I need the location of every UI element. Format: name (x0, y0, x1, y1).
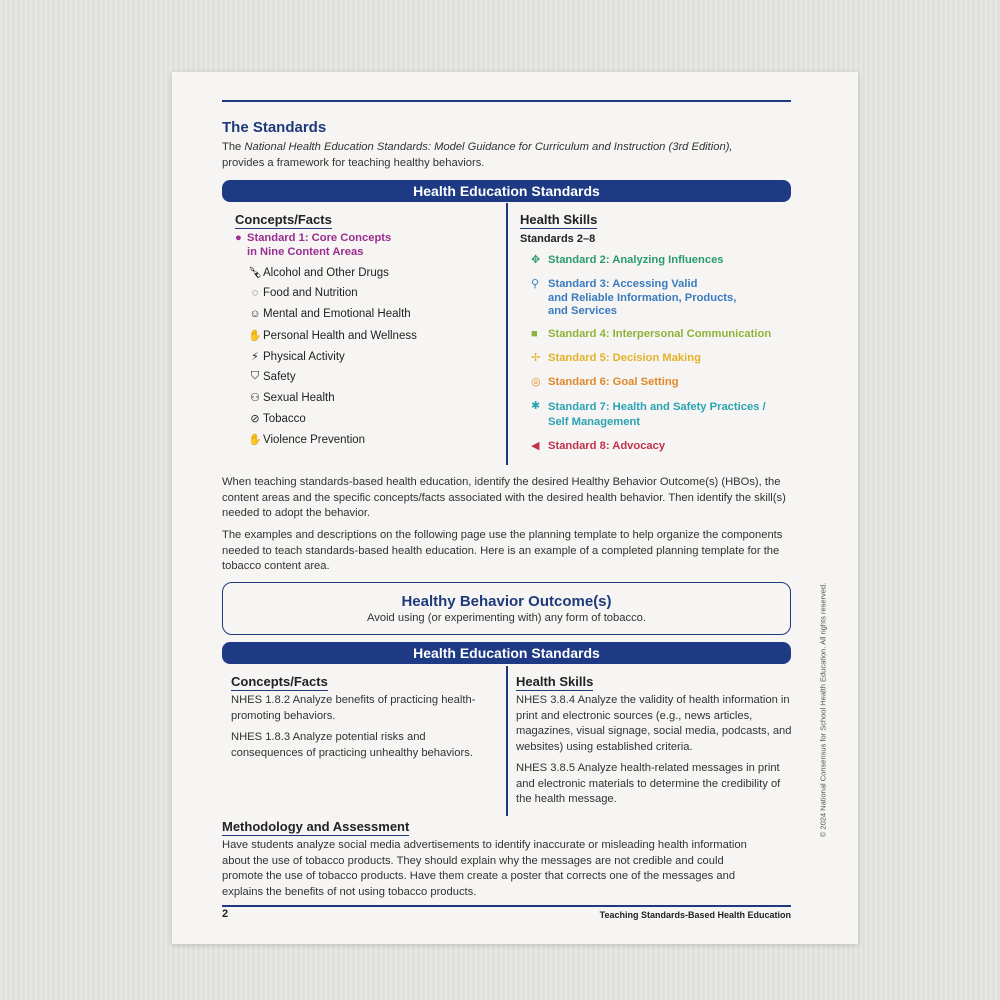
standard-3: ⚲ Standard 3: Accessing Valid and Reliable Information, Products, and Services (531, 278, 737, 317)
content-area-item: ✋ Violence Prevention (248, 433, 366, 446)
standard-1: ● Standard 1: Core Concepts in Nine Content Areas (235, 232, 392, 258)
apple-icon: ◌ (251, 287, 259, 299)
hbo-text: Avoid using (or experimenting with) any form of tobacco. (367, 612, 646, 624)
megaphone-icon: ◀ (531, 440, 540, 452)
column-divider (506, 203, 508, 465)
footer-title: Teaching Standards-Based Health Education (599, 910, 791, 920)
no-smoking-icon: ⊘ (250, 413, 260, 425)
methodology-heading: Methodology and Assessment (222, 819, 410, 834)
runner-icon: ⚡ (251, 351, 259, 363)
content-area-item: ⚇ Sexual Health (247, 391, 335, 404)
standard-2: ✥ Standard 2: Analyzing Influences (531, 254, 724, 266)
hbo-box (222, 582, 791, 635)
copyright-notice: © 2024 National Consensus for School Health Education. All rights reserved. (818, 582, 828, 838)
standards-banner-2: Health Education Standards (222, 642, 791, 664)
content-area-item: 🍾︎ Alcohol and Other Drugs (248, 266, 389, 279)
body-paragraph: When teaching standards-based health education, identify the desired Healthy Behavior Outcome(s) (HBOs), the content areas and the specific concepts/facts associated with the desired health behavior. Then identify the skill(s) needed to adopt the behavior. (222, 476, 786, 519)
page-number: 2 (222, 908, 229, 920)
hbo-title: Healthy Behavior Outcome(s) (401, 593, 612, 610)
concepts-heading: Concepts/Facts (235, 212, 332, 227)
standard-5: ✢ Standard 5: Decision Making (531, 352, 701, 364)
nhes-skill: NHES 3.8.5 Analyze health-related messages in print and electronic materials to determine the credibility of the health message. (516, 762, 781, 805)
standard-8: ◀ Standard 8: Advocacy (531, 440, 666, 452)
content-area-item: ⊘ Tobacco (247, 412, 306, 425)
bottom-rule (222, 905, 791, 907)
stop-hand-icon: ✋ (248, 434, 262, 446)
signpost-icon: ✢ (531, 352, 541, 364)
document-page (172, 72, 858, 944)
shield-icon: ⛉ (250, 370, 260, 382)
handwash-icon: ✋ (248, 330, 262, 342)
content-area-item: ◌ Food and Nutrition (247, 287, 358, 299)
methodology-text: Have students analyze social media advertisements to identify inaccurate or misleading health information about the use of tobacco products. They should explain why the messages are not credible and could promote the use of tobacco products. Have them create a poster that corrects one of the messages and explains the benefits of not using tobacco products. (222, 839, 747, 898)
content-area-item: ⚡ Physical Activity (247, 350, 345, 363)
person-icon: ✱ (531, 400, 541, 412)
standard-4: ■ Standard 4: Interpersonal Communication (531, 328, 772, 340)
column-divider-2 (506, 666, 508, 816)
standards-banner: Health Education Standards (222, 180, 791, 202)
magnifier-icon: ⚲ (531, 278, 540, 290)
chat-icon: ■ (531, 328, 538, 340)
nhes-concept: NHES 1.8.3 Analyze potential risks and consequences of practicing unhealthy behaviors. (231, 731, 473, 759)
body-paragraph: The examples and descriptions on the following page use the planning template to help organize the components needed to teach standards-based health education. Here is an example of a completed planning template for the tobacco content area. (222, 529, 783, 572)
skills-subheading: Standards 2–8 (520, 233, 596, 245)
lightbulb-icon: ● (235, 232, 242, 244)
example-concepts-heading: Concepts/Facts (231, 674, 328, 689)
top-rule (222, 100, 791, 102)
people-icon: ⚇ (250, 392, 260, 404)
content-area-item: ☺ Mental and Emotional Health (247, 308, 411, 320)
intro-paragraph: The National Health Education Standards: Model Guidance for Curriculum and Instruction (3rd Edition), provides a framework for teaching healthy behaviors. (222, 141, 733, 169)
head-icon: ☺ (249, 308, 261, 320)
bottle-icon: 🍾︎ (248, 267, 262, 279)
nhes-concept: NHES 1.8.2 Analyze benefits of practicing health-promoting behaviors. (231, 694, 476, 722)
skills-heading: Health Skills (520, 212, 598, 227)
target-icon: ◎ (531, 376, 541, 388)
content-area-item: ✋ Personal Health and Wellness (248, 329, 417, 342)
example-skills-heading: Health Skills (516, 674, 594, 689)
arrows-icon: ✥ (531, 254, 541, 266)
nhes-skill: NHES 3.8.4 Analyze the validity of health information in print and electronic sources (e.g., news articles, magazines, visual signage, social media, podcasts, and websites) using established criteria. (516, 694, 792, 753)
section-title: The Standards (222, 119, 327, 136)
standard-6: ◎ Standard 6: Goal Setting (531, 376, 679, 388)
standard-7: ✱ Standard 7: Health and Safety Practices / Self Management (531, 400, 766, 428)
content-area-item: ⛉ Safety (247, 370, 296, 383)
